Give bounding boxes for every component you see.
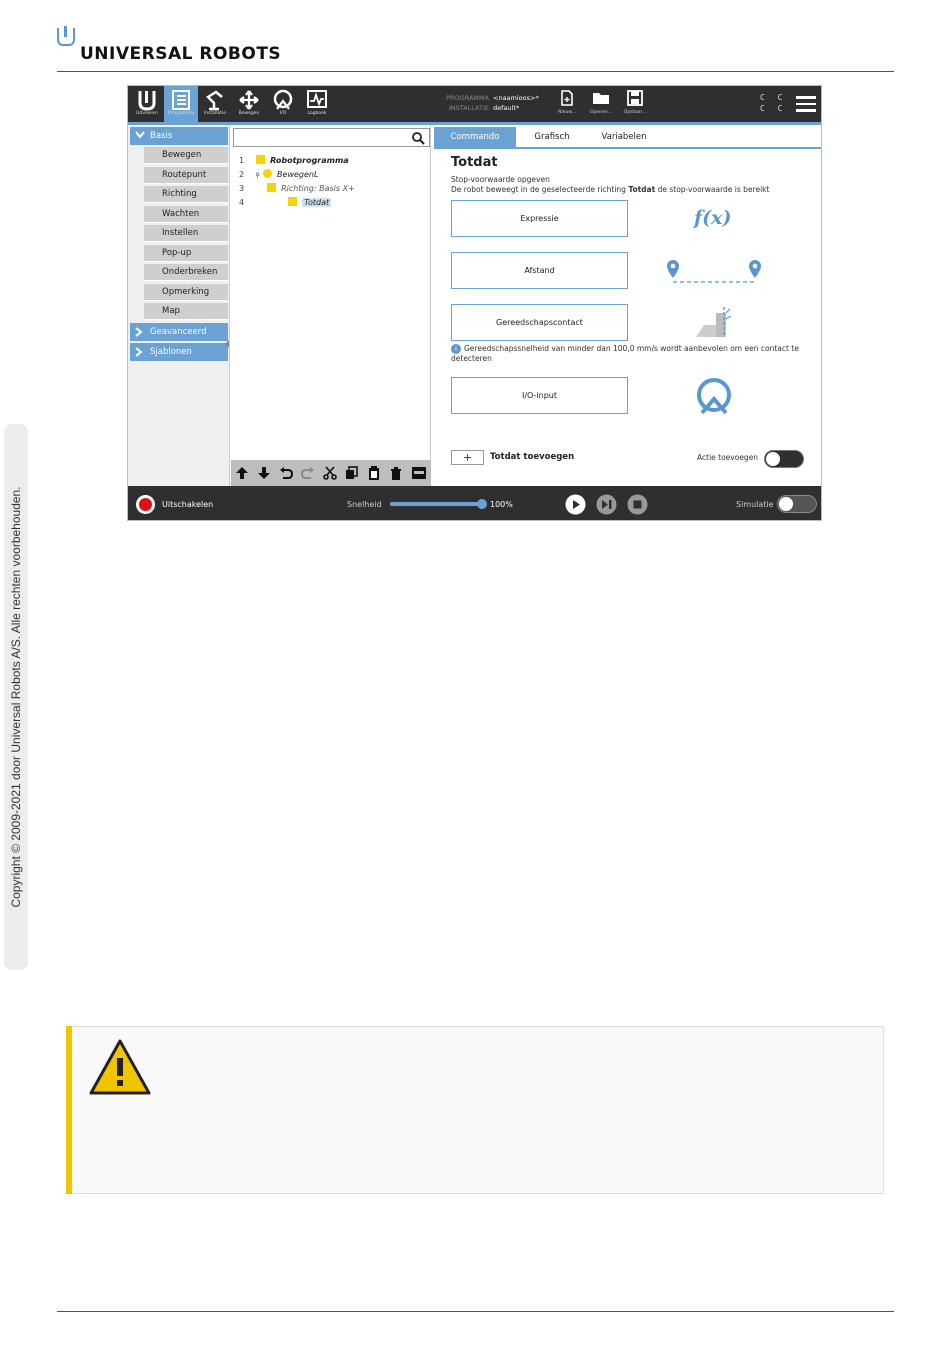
new-file-icon: [560, 90, 574, 106]
footer-rule: [57, 1311, 894, 1312]
desc-bold: Totdat: [628, 185, 656, 194]
tool-contact-icon: [694, 305, 734, 339]
warning-box: [66, 1026, 884, 1194]
install-value: default*: [493, 104, 520, 112]
tool-contact-button[interactable]: Gereedschapscontact: [451, 304, 628, 341]
tab-io-label: I/O: [279, 111, 287, 116]
sidebar-item-wachten[interactable]: Wachten: [144, 206, 228, 223]
tree-label: BewegenL: [277, 170, 319, 179]
sidebar-item-bewegen[interactable]: Bewegen: [144, 147, 228, 164]
tree-toolbar: [231, 460, 431, 486]
warning-accent-bar: [66, 1026, 72, 1194]
tab-run-label: Uitvoeren: [136, 111, 158, 116]
tab-installation[interactable]: [198, 86, 232, 122]
play-icon[interactable]: [565, 494, 586, 515]
info-icon: i: [451, 344, 461, 354]
category-templates-label: Sjablonen: [150, 347, 192, 357]
program-node-icon: [256, 155, 265, 164]
collapse-left-icon[interactable]: [224, 339, 230, 349]
tab-move[interactable]: [232, 86, 266, 122]
cc-top: C C: [760, 93, 787, 102]
tab-program-label: Programma: [167, 111, 195, 116]
move-up-icon[interactable]: [235, 466, 249, 480]
tree-label: Totdat: [304, 198, 330, 207]
hamburger-menu-icon[interactable]: [796, 96, 816, 112]
ui-screenshot: [127, 85, 822, 521]
step-icon[interactable]: [596, 494, 617, 515]
save-icon: [627, 90, 643, 106]
tab-installation-label: Installatie: [203, 111, 227, 116]
copyright-text: Copyright © 2009-2021 door Universal Robots A/S. Alle rechten voorbehouden.: [9, 486, 23, 908]
suppress-icon[interactable]: [411, 466, 427, 480]
chevron-down-icon: [135, 131, 145, 139]
simulation-label: Simulatie: [736, 500, 774, 509]
search-icon[interactable]: [412, 132, 425, 145]
command-description: [451, 175, 769, 195]
io-icon: [272, 89, 294, 111]
desc-post: de stop-voorwaarde is bereikt: [655, 185, 770, 194]
save-button[interactable]: [621, 90, 649, 115]
chevron-right-icon: [135, 347, 143, 357]
direction-node-icon: [267, 183, 276, 192]
distance-button[interactable]: Afstand: [451, 252, 628, 289]
command-tabs: [434, 127, 821, 149]
sidebar-item-pop-up[interactable]: Pop-up: [144, 245, 228, 262]
undo-icon[interactable]: [279, 466, 293, 480]
desc-pre: De robot beweegt in de geselecteerde richting: [451, 185, 629, 194]
until-node-icon: [288, 197, 297, 206]
tool-speed-note: [451, 344, 811, 364]
simulation-toggle[interactable]: [777, 495, 817, 513]
program-key: PROGRAMMA: [446, 94, 489, 102]
sidebar-item-map[interactable]: Map: [144, 303, 228, 320]
brand-name: UNIVERSAL ROBOTS: [80, 44, 282, 64]
folder-icon: [592, 90, 610, 106]
search-input[interactable]: [233, 128, 430, 147]
line-number: 3: [239, 184, 245, 193]
robot-arm-icon: [204, 89, 226, 111]
new-label: Nieuw...: [558, 110, 576, 115]
top-bar: [128, 86, 822, 122]
category-basis[interactable]: [130, 127, 228, 145]
cut-icon[interactable]: [323, 466, 337, 480]
install-key: INSTALLATIE: [448, 104, 489, 112]
header-rule: [57, 71, 894, 72]
tree-row[interactable]: 2 ⚲ BewegenL: [239, 168, 318, 182]
category-advanced-label: Geavanceerd: [150, 327, 207, 337]
speed-slider-fill: [390, 502, 482, 506]
power-label: Uitschakelen: [162, 500, 214, 509]
sidebar-item-instellen[interactable]: Instellen: [144, 225, 228, 242]
sidebar-item-onderbreken[interactable]: Onderbreken: [144, 264, 228, 281]
bottom-bar: [128, 486, 822, 521]
sidebar-item-routepunt[interactable]: Routepunt: [144, 167, 228, 184]
tree-row[interactable]: [239, 182, 355, 196]
open-button[interactable]: [587, 90, 615, 115]
command-title: Totdat: [451, 155, 498, 170]
io-icon: [694, 377, 734, 417]
tab-command[interactable]: Commando: [434, 127, 516, 147]
tab-log[interactable]: [300, 86, 334, 122]
tab-variables[interactable]: Variabelen: [601, 132, 647, 142]
add-until-button[interactable]: +: [451, 450, 484, 465]
open-label: Openen...: [590, 110, 612, 115]
speed-slider-handle[interactable]: [477, 499, 487, 509]
tree-label: Robotprogramma: [270, 156, 349, 165]
move-node-icon: [263, 169, 272, 178]
move-arrows-icon: [238, 89, 260, 111]
tree-label: Richting: Basis X+: [281, 184, 355, 193]
tab-graphics[interactable]: Grafisch: [534, 132, 570, 142]
io-input-button[interactable]: I/O-input: [451, 377, 628, 414]
tab-io[interactable]: [266, 86, 300, 122]
command-subtitle: Stop-voorwaarde opgeven: [451, 175, 550, 184]
command-category-panel: [128, 125, 230, 486]
stop-icon[interactable]: [627, 494, 648, 515]
note-text: Gereedschapssnelheid van minder dan 100,0 mm/s wordt aanbevolen om een contact te detecteren: [451, 344, 799, 363]
add-action-label: Actie toevoegen: [697, 453, 759, 462]
save-label: Opslaan...: [623, 110, 647, 115]
power-button[interactable]: [136, 495, 155, 514]
program-value: <naamloos>*: [493, 94, 539, 102]
delete-icon[interactable]: [389, 466, 403, 480]
program-info: [433, 93, 539, 113]
cc-bottom: C C: [760, 104, 787, 113]
line-number: 2: [239, 170, 245, 179]
tree-row-selected[interactable]: [239, 196, 331, 210]
speed-label: Snelheid: [347, 500, 382, 509]
program-icon: [170, 89, 192, 111]
command-desc-line: [451, 185, 769, 195]
category-advanced[interactable]: [130, 323, 228, 341]
tab-log-label: Logboek: [307, 111, 327, 116]
tab-program[interactable]: [164, 86, 198, 122]
sidebar-item-richting[interactable]: Richting: [144, 186, 228, 203]
speed-value: 100%: [490, 500, 513, 509]
distance-icon: [664, 258, 764, 288]
line-number: 4: [239, 198, 245, 207]
ur-logo-icon: [136, 89, 158, 111]
ur-logo-icon: [57, 28, 75, 46]
sidebar-item-opmerking[interactable]: Opmerking: [144, 284, 228, 301]
tab-run[interactable]: [130, 86, 164, 122]
line-number: 1: [239, 156, 245, 165]
add-until-label: Totdat toevoegen: [490, 452, 575, 462]
tree-row[interactable]: [239, 154, 349, 168]
move-down-icon[interactable]: [257, 466, 271, 480]
command-panel: [432, 125, 822, 486]
function-icon: f(x): [694, 207, 732, 229]
expression-button[interactable]: Expressie: [451, 200, 628, 237]
category-basis-label: Basis: [150, 131, 173, 141]
cc-indicator: [760, 92, 786, 114]
copy-icon[interactable]: [345, 466, 359, 480]
speed-slider[interactable]: [390, 502, 482, 506]
log-icon: [306, 89, 328, 111]
add-action-toggle[interactable]: [764, 450, 804, 468]
redo-icon[interactable]: [301, 466, 315, 480]
warning-triangle-icon: [88, 1038, 152, 1096]
paste-icon[interactable]: [367, 466, 381, 480]
new-button[interactable]: [553, 90, 581, 115]
category-templates[interactable]: [130, 343, 228, 361]
tab-move-label: Bewegen: [238, 111, 260, 116]
chevron-right-icon: [135, 327, 143, 337]
program-tree-panel: [231, 125, 431, 486]
